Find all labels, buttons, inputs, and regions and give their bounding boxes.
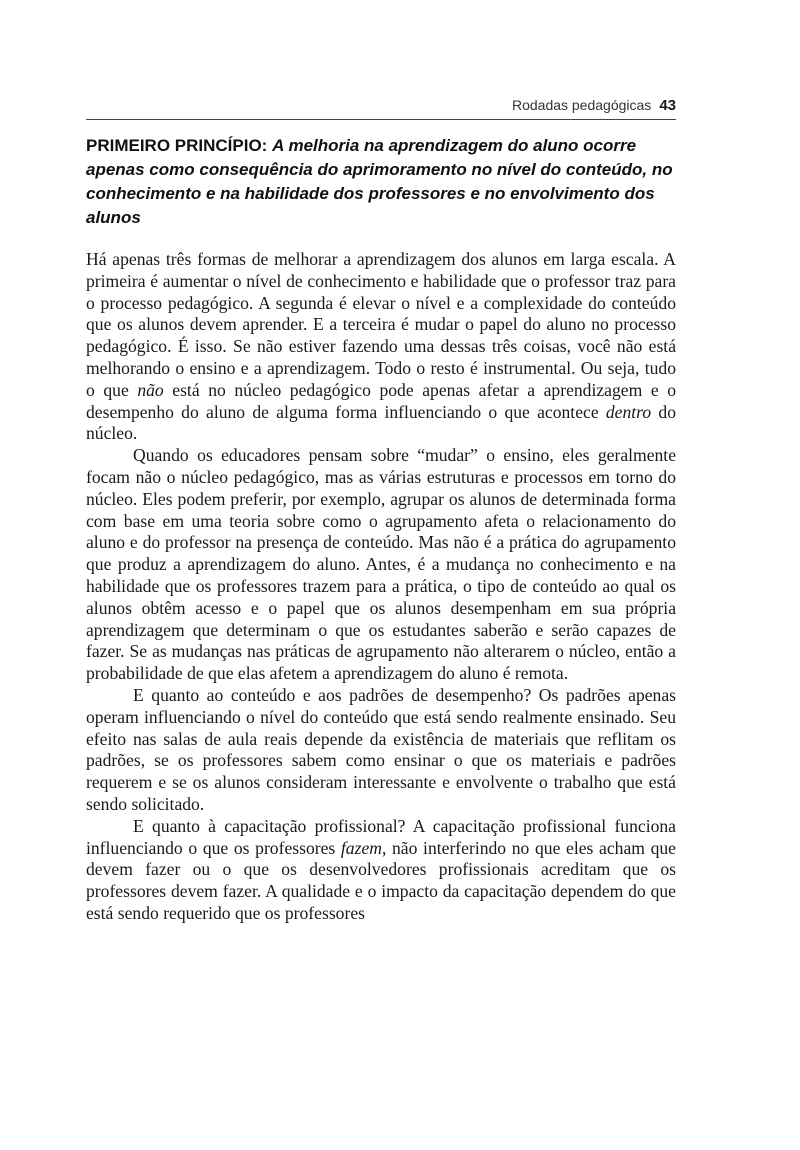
emphasis-dentro: dentro — [605, 401, 652, 422]
paragraph-1: Há apenas três formas de melhorar a aprendizagem dos alunos em larga escala. A primeira é aumentar o nível de conhecimento e habilidade que o professor traz para o processo pedagógico. A segunda é elevar o nível e a complexidade do conteúdo que os alunos devem aprender. E a terceira é mudar o papel do aluno no processo pedagógico. É isso. Se não estiver fazendo uma dessas três coisas, você não está melhorando o ensino e a aprendizagem. Todo o resto é instrumental. Ou seja, tudo o que não está no núcleo pedagógico pode apenas afetar a aprendizagem e o desempenho do aluno de alguma forma influenciando o que acontece dentro do núcleo. — [86, 249, 677, 444]
section-heading-text: A melhoria na aprendizagem do aluno ocorre apenas como consequência do aprimoramento no nível do conteúdo, no conhecimento e na habilidade dos professores e no envolvimento dos alunos — [86, 136, 673, 227]
section-heading-label: PRIMEIRO PRINCÍPIO: — [86, 136, 273, 155]
section-heading — [86, 134, 676, 230]
page-number: 43 — [659, 97, 676, 114]
emphasis-fazem: fazem — [340, 837, 382, 858]
body-text — [86, 249, 676, 925]
emphasis-nao: não — [137, 379, 164, 400]
running-head — [86, 97, 676, 120]
paragraph-4: E quanto à capacitação profissional? A capacitação profissional funciona influenciando o que os professores fazem, não interferindo no que eles acham que devem fazer ou o que os desenvolvedores profissionais acreditam que os professores devem fazer. A qualidade e o impacto da capacitação dependem do que está sendo requerido que os professores — [86, 815, 676, 923]
running-head-title: Rodadas pedagógicas — [511, 97, 652, 113]
paragraph-3: E quanto ao conteúdo e aos padrões de desempenho? Os padrões apenas operam influenciando o nível do conteúdo que está sendo realmente ensinado. Seu efeito nas salas de aula reais depende da existência de materiais que reflitam os padrões, se os professores sabem como ensinar o que os materiais e padrões requerem e se os alunos consideram interessante e envolvente o trabalho que está sendo solicitado. — [86, 684, 676, 814]
paragraph-2: Quando os educadores pensam sobre “mudar” o ensino, eles geralmente focam não o núcleo pedagógico, mas as várias estruturas e processos em torno do núcleo. Eles podem preferir, por exemplo, agrupar os alunos de determinada forma com base em uma teoria sobre como o agrupamento afeta o relacionamento do aluno e do professor na presença de conteúdo. Mas não é a prática do agrupamento que produz a aprendizagem do aluno. Antes, é a mudança no conhecimento e na habilidade que os professores trazem para a prática, o tipo de conteúdo ao qual os alunos obtêm acesso e o papel que os alunos desempenham em sua própria aprendizagem que determinam o que os estudantes saberão e serão capazes de fazer. Se as mudanças nas práticas de agrupamento não alterarem o núcleo, então a probabilidade de que elas afetem a aprendizagem do aluno é remota. — [86, 445, 676, 684]
